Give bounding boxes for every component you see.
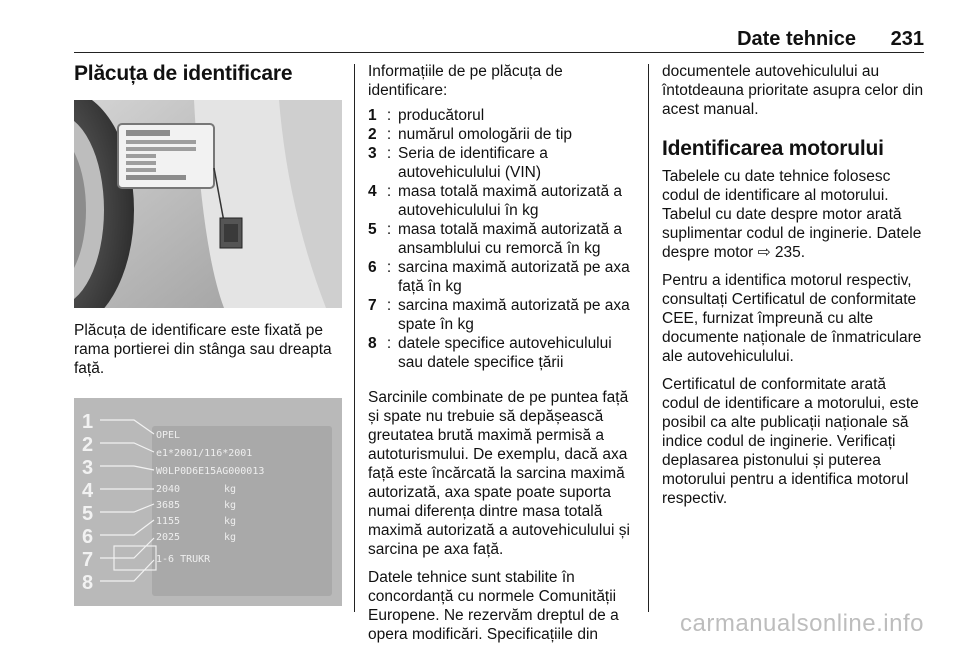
plate-line-3: W0LP0D6E15AG000013 xyxy=(156,466,265,477)
technical-data-text: Datele tehnice sunt stabilite în concordanță cu normele Comunității Europene. Ne rezervăm dreptul de a opera modificări. Specificațiile din xyxy=(368,569,619,643)
legend-item: 1 : producătorul xyxy=(368,107,485,124)
legend-item: 6 : sarcina maximă autorizată pe axa față în kg xyxy=(368,259,630,295)
column-2 xyxy=(368,62,633,653)
plate-diagram-svg xyxy=(74,398,342,606)
plate-unit-1: kg xyxy=(224,484,237,495)
column-divider xyxy=(648,64,649,612)
continuation-text: documentele autovehiculului au întotdeauna prioritate asupra celor din acest manual. xyxy=(662,63,924,118)
plate-line-1: OPEL xyxy=(156,430,181,441)
engine-id-text-3: Certificatul de conformitate arată codul de identificare a motorului, este posibil ca alte publicații naționale să indice codul de inginerie. Verificați deplasarea pistonului și puterea motorului pentru a identifica motorul respectiv. xyxy=(662,376,919,507)
legend-item: 5 : masa totală maximă autorizată a ansamblului cu remorcă în kg xyxy=(368,221,622,257)
heading-identification-plate: Plăcuța de identificare xyxy=(74,62,293,85)
legend-item: 3 : Seria de identificare a autovehiculului (VIN) xyxy=(368,145,548,181)
legend-item: 4 : masa totală maximă autorizată a autovehiculului în kg xyxy=(368,183,622,219)
column-1 xyxy=(74,62,342,606)
plate-unit-4: kg xyxy=(224,532,237,543)
legend-intro: Informațiile de pe plăcuța de identificare: xyxy=(368,63,563,99)
door-frame-photo xyxy=(74,100,342,308)
plate-line-7: 2025 xyxy=(156,532,181,543)
engine-id-text-1: Tabelele cu date tehnice folosesc codul de identificare al motorului. Tabelul cu date despre motor arată suplimentar codul de inginerie. Datele despre motor ⇨ 235. xyxy=(662,168,922,261)
plate-location-text: Plăcuța de identificare este fixată pe rama portierei din stânga sau dreapta față. xyxy=(74,322,332,377)
plate-line-8: 1-6 TRUKR xyxy=(156,554,211,565)
plate-line-2: e1*2001/116*2001 xyxy=(156,448,253,459)
column-divider xyxy=(354,64,355,612)
watermark: carmanualsonline.info xyxy=(680,610,924,637)
axle-load-text: Sarcinile combinate de pe puntea față și spate nu trebuie să depășească greutatea brută maximă permisă a autoturismului. De exemplu, dacă axa față este încărcată la sarcina maximă autorizată, axa spate poate suporta numai diferența dintre masa totală maximă autorizată a autovehiculului și sarcina pe axa față. xyxy=(368,389,630,558)
callout-6: 6 xyxy=(82,526,94,548)
plate-unit-3: kg xyxy=(224,516,237,527)
plate-line-4: 2040 xyxy=(156,484,181,495)
plate-line-6: 1155 xyxy=(156,516,181,527)
plate-unit-2: kg xyxy=(224,500,237,511)
callout-5: 5 xyxy=(82,503,94,525)
page-number: 231 xyxy=(890,28,924,50)
callout-8: 8 xyxy=(82,572,94,594)
callout-7: 7 xyxy=(82,549,94,571)
plate-line-5: 3685 xyxy=(156,500,181,511)
legend-item: 8 : datele specifice autovehiculului sau datele specifice țării xyxy=(368,335,612,371)
door-frame-illustration xyxy=(74,100,342,308)
column-3 xyxy=(662,62,927,517)
heading-engine-identification: Identificarea motorului xyxy=(662,137,884,160)
engine-id-text-2: Pentru a identifica motorul respectiv, consultați Certificatul de conformitate CEE, furnizat împreună cu alte documente naționale de înmatriculare ale autovehiculului. xyxy=(662,272,922,365)
page-header xyxy=(74,24,924,53)
plate-diagram xyxy=(74,398,342,606)
legend-item: 2 : numărul omologării de tip xyxy=(368,126,573,143)
legend-list xyxy=(368,106,633,372)
callout-2: 2 xyxy=(82,434,94,456)
section-title: Date tehnice xyxy=(737,28,856,50)
legend-item: 7 : sarcina maximă autorizată pe axa spate în kg xyxy=(368,297,630,333)
callout-3: 3 xyxy=(82,457,94,479)
callout-1: 1 xyxy=(82,411,94,433)
callout-4: 4 xyxy=(82,480,94,502)
